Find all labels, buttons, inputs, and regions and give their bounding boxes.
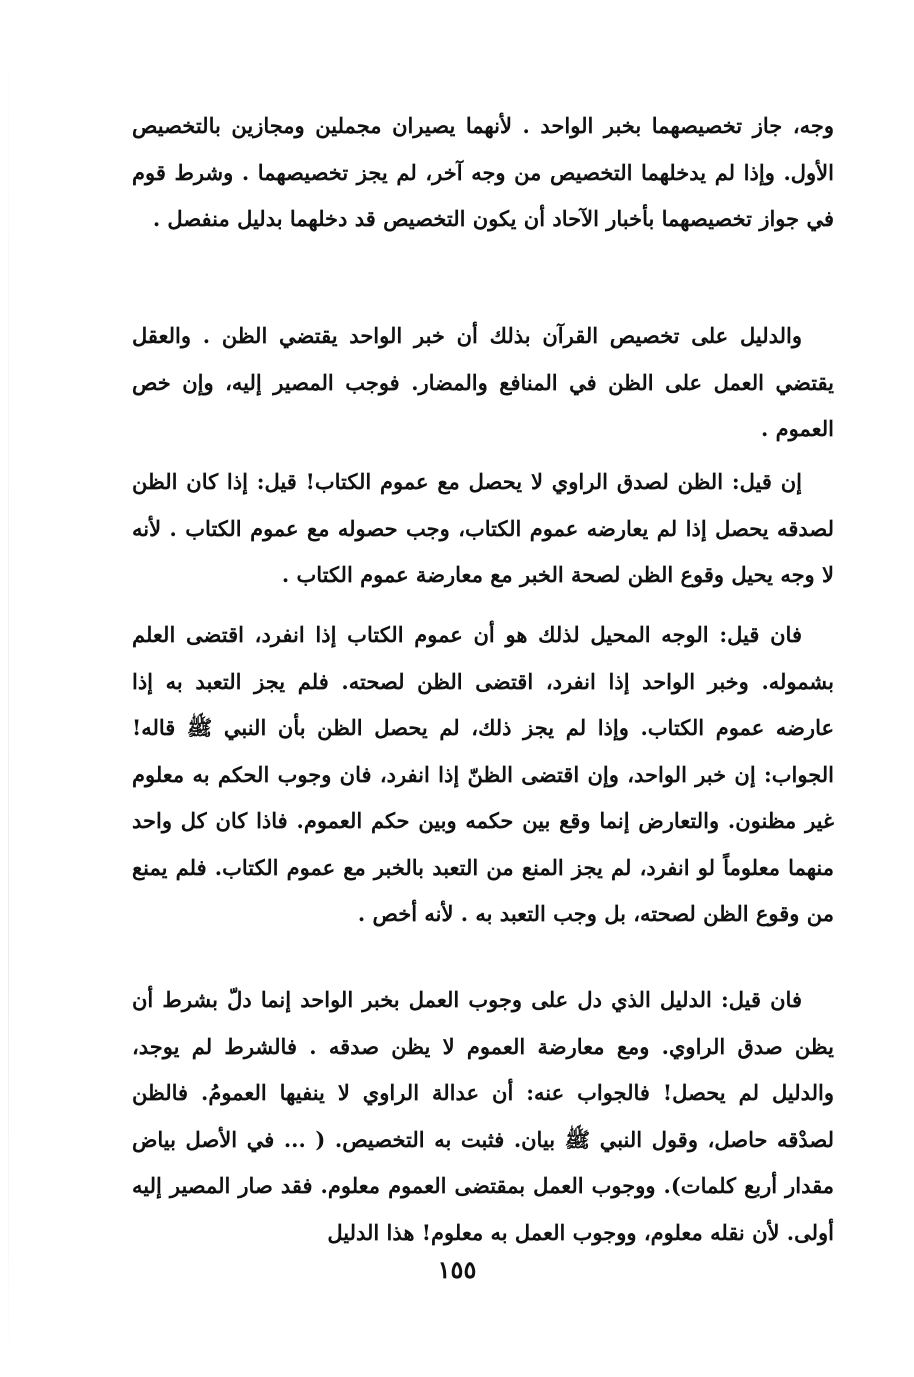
paragraph-3	[132, 459, 834, 599]
page-number: ١٥٥	[437, 1255, 477, 1284]
paragraph-text: فان قيل: الدليل الذي دل على وجوب العمل بخبر الواحد إنما دلّ بشرط أن يظن صدق الراوي. ومع معارضة العموم لا يظن صدقه . فالشرط لم يوجد، والدليل لم يحصل! فالجواب عنه: أن عدالة الراوي لا ينفيها العمومُ. فالظن لصدْقه حاصل، وقول النبي ﷺ بيان. فثبت به التخصيص. ( ... في الأصل بياض مقدار أربع كلمات). ووجوب العمل بمقتضى العموم معلوم. فقد صار المصير إليه أولى. لأن نقله معلوم، ووجوب العمل به معلوم! هذا الدليل	[132, 987, 835, 1245]
paragraph-text: فان قيل: الوجه المحيل لذلك هو أن عموم الكتاب إذا انفرد، اقتضى العلم بشموله. وخبر الواحد إذا انفرد، اقتضى الظن لصحته. فلم يجز التعبد به إذا عارضه عموم الكتاب. وإذا لم يجز ذلك، لم يحصل الظن بأن النبي ﷺ قاله! الجواب: إن خبر الواحد، وإن اقتضى الظنّ إذا انفرد، فان وجوب الحكم به معلوم غير مظنون. والتعارض إنما وقع بين حكمه وبين حكم العموم. فاذا كان كل واحد منهما معلوماً لو انفرد، لم يجز المنع من التعبد بالخبر مع عموم الكتاب. فلم يمنع من وقوع الظن لصحته، بل وجب التعبد به . لأنه أخص .	[132, 622, 834, 926]
paragraph-text: إن قيل: الظن لصدق الراوي لا يحصل مع عموم الكتاب! قيل: إذا كان الظن لصدقه يحصل إذا لم يعارضه عموم الكتاب، وجب حصوله مع عموم الكتاب . لأنه لا وجه يحيل وقوع الظن لصحة الخبر مع معارضة عموم الكتاب .	[132, 469, 834, 587]
paragraph-text: والدليل على تخصيص القرآن بذلك أن خبر الواحد يقتضي الظن . والعقل يقتضي العمل على الظن في المنافع والمضار. فوجب المصير إليه، وإن خص العموم .	[132, 323, 834, 441]
paragraph-text: وجه، جاز تخصيصهما بخبر الواحد . لأنهما يصيران مجملين ومجازين بالتخصيص الأول. وإذا لم يدخلهما التخصيص من وجه آخر، لم يجز تخصيصهما . وشرط قوم في جواز تخصيصهما بأخبار الآحاد أن يكون التخصيص قد دخلهما بدليل منفصل .	[132, 113, 834, 231]
paragraph-4	[132, 612, 834, 938]
paragraph-2	[132, 313, 834, 453]
scan-edge-shadow	[8, 0, 9, 1377]
paragraph-1	[132, 103, 834, 243]
paragraph-5	[132, 977, 834, 1256]
